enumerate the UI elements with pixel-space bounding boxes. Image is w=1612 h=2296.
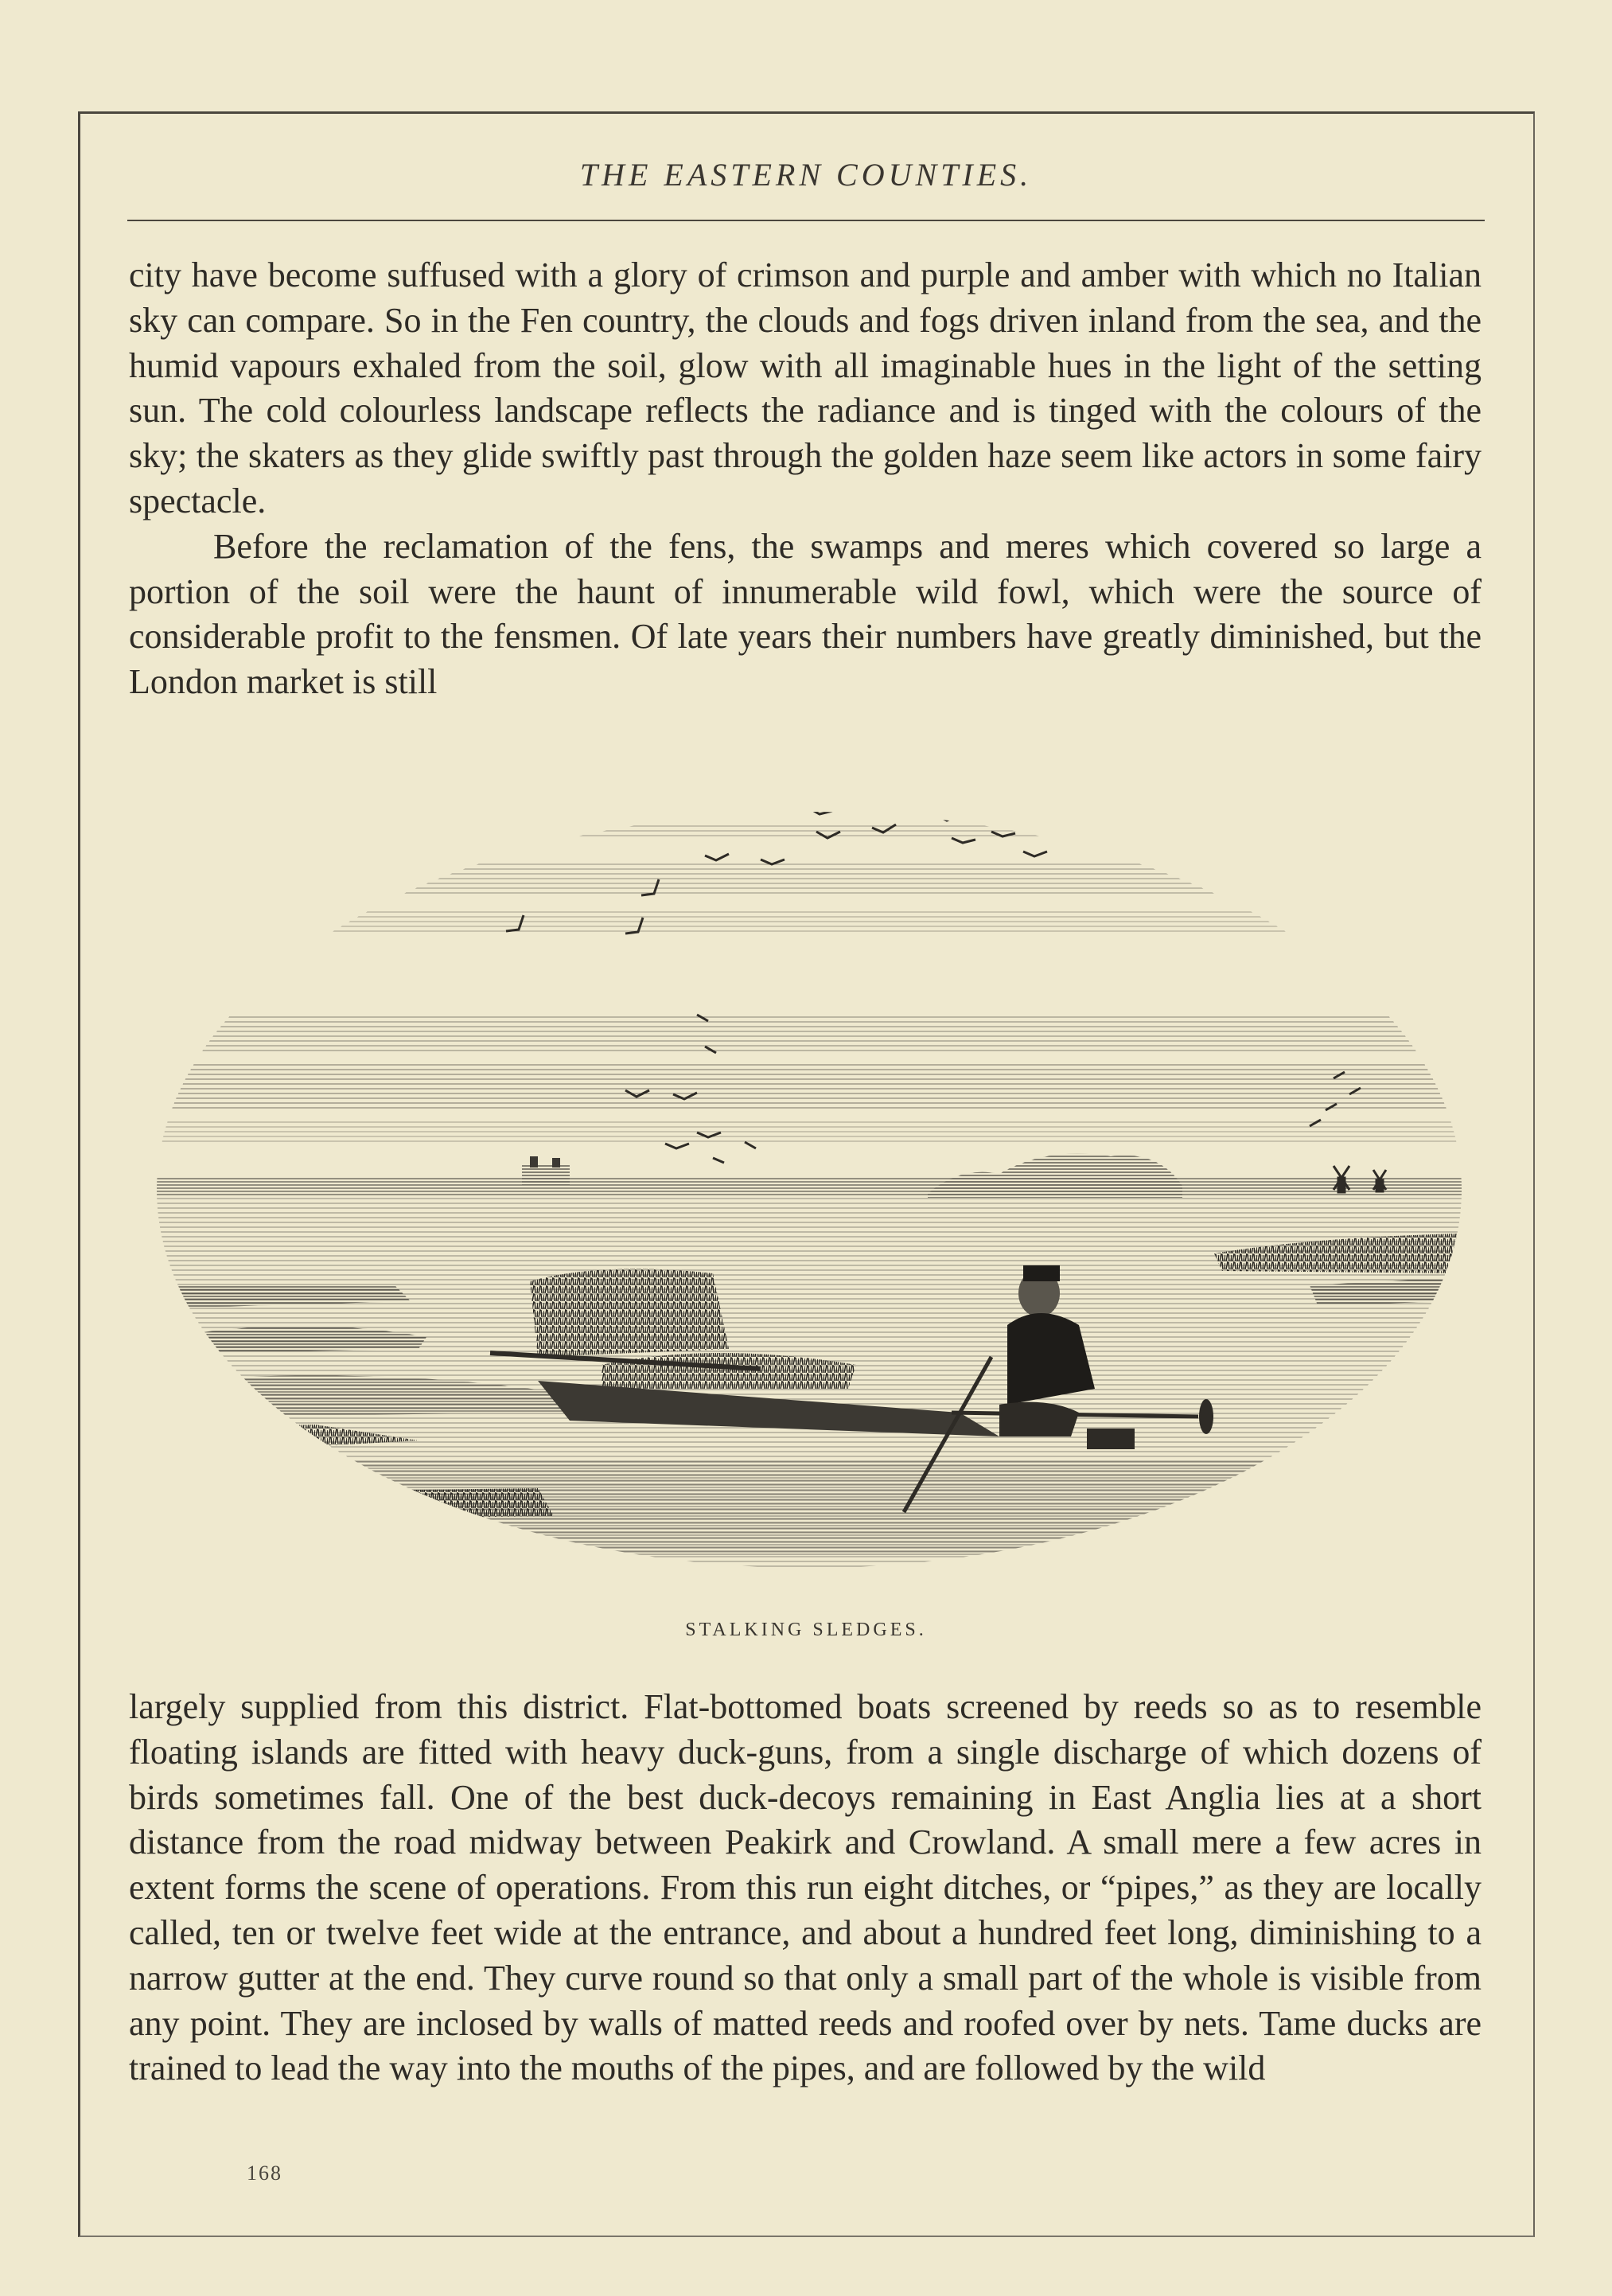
page-number: 168	[247, 2162, 282, 2185]
top-text-block	[129, 253, 1482, 705]
figure-caption: STALKING SLEDGES.	[685, 1620, 927, 1640]
bottom-text-block	[129, 1685, 1482, 2091]
paragraph-duck-decoys: largely supplied from this district. Flat-bottomed boats screened by reeds so as to resemble floating islands are fitted with heavy duck-guns, from a single discharge of which dozens of birds sometimes fall. One of the best duck-decoys remaining in East Anglia lies at a short distance from the road midway between Peakirk and Crowland. A small mere a few acres in extent forms the scene of operations. From this run eight ditches, or “pipes,” as they are locally called, ten or twelve feet wide at the entrance, and about a hundred feet long, diminishing to a narrow gutter at the end. They curve round so that only a small part of the whole is visible from any point. They are inclosed by walls of matted reeds and roofed over by nets. Tame ducks are trained to lead the way into the mouths of the pipes, and are followed by the wild	[129, 1687, 1482, 2088]
paragraph-wild-fowl: Before the reclamation of the fens, the swamps and meres which covered so large a portion of the soil were the haunt of innumerable wild fowl, which were the source of considerable profit to the fensmen. Of late years their numbers have greatly diminished, but the London market is still	[129, 526, 1482, 702]
running-head: THE EASTERN COUNTIES.	[579, 157, 1033, 193]
cloud-bands	[156, 824, 1462, 1142]
header-rule	[127, 220, 1485, 221]
stalking-sledges-engraving	[156, 776, 1462, 1596]
paragraph-sunset-glow: city have become suffused with a glory of crimson and purple and amber with which no Italian sky can compare. So in the Fen country, the clouds and fogs driven inland from the sea, and the humid vapours exhaled from the soil, glow with all imaginable hues in the light of the setting sun. The cold colourless landscape reflects the radiance and is tinged with the colours of the sky; the skaters as they glide swiftly past through the golden haze seem like actors in some fairy spectacle.	[129, 255, 1482, 520]
horizon-land	[156, 1153, 1462, 1198]
